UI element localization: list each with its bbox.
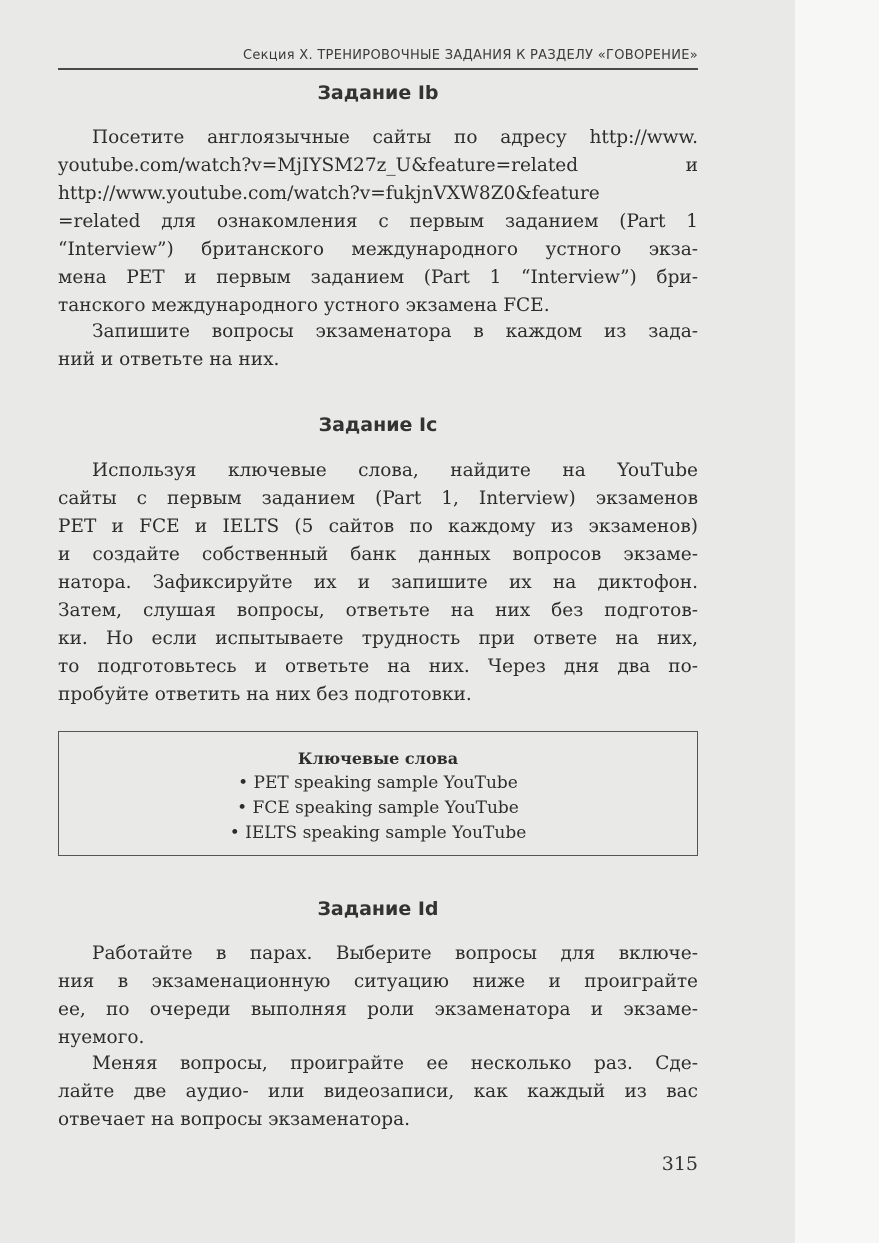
task-ib-paragraph-2: [58, 318, 698, 374]
page-edge: [795, 0, 879, 1243]
keyword-item: • FCE speaking sample YouTube: [237, 798, 519, 818]
text-line: ний и ответьте на них.: [58, 349, 280, 370]
task-id-paragraph-2: [58, 1050, 698, 1134]
keywords-box: [58, 731, 698, 856]
text-line: Меняя вопросы, проиграйте ее несколько раз. Сде-: [92, 1053, 698, 1074]
text-line: Запишите вопросы экзаменатора в каждом из зада-: [92, 321, 698, 342]
task-id-paragraph-1: [58, 940, 698, 1052]
keywords-title: Ключевые слова: [297, 749, 459, 768]
keyword-item: • IELTS speaking sample YouTube: [229, 823, 527, 843]
text-line: Работайте в парах. Выберите вопросы для включе-: [92, 943, 698, 964]
task-ic-title: Задание Ic: [318, 414, 438, 436]
text-line: ее, по очереди выполняя роли экзаменатора и экзаме-: [58, 999, 698, 1020]
running-header: Секция X. ТРЕНИРОВОЧНЫЕ ЗАДАНИЯ К РАЗДЕЛУ «ГОВОРЕНИЕ»: [58, 44, 698, 70]
text-line: ки. Но если испытываете трудность при ответе на них,: [58, 628, 698, 649]
text-line: youtube.com/watch?v=MjIYSM27z_U&feature=related и: [58, 155, 698, 176]
text-line: отвечает на вопросы экзаменатора.: [58, 1109, 410, 1130]
text-line: ния в экзаменационную ситуацию ниже и проиграйте: [58, 971, 698, 992]
text-line: танского международного устного экзамена FCE.: [58, 295, 550, 316]
text-line: Посетите англоязычные сайты по адресу http://www.: [92, 127, 698, 148]
text-line: PET и FCE и IELTS (5 сайтов по каждому из экзаменов): [58, 516, 698, 537]
task-ib-paragraph-1: [58, 124, 698, 320]
text-line: http://www.youtube.com/watch?v=fukjnVXW8Z0&feature: [58, 183, 600, 204]
task-ib-title: Задание Ib: [317, 82, 439, 104]
text-line: и создайте собственный банк данных вопросов экзаме-: [58, 544, 698, 565]
text-line: сайты с первым заданием (Part 1, Interview) экзаменов: [58, 488, 698, 509]
page-number: 315: [661, 1153, 698, 1175]
text-line: мена PET и первым заданием (Part 1 “Interview”) бри-: [58, 267, 698, 288]
text-line: лайте две аудио- или видеозаписи, как каждый из вас: [58, 1081, 698, 1102]
text-line: нуемого.: [58, 1027, 145, 1048]
task-id-title: Задание Id: [317, 898, 439, 920]
text-line: натора. Зафиксируйте их и запишите их на диктофон.: [58, 572, 698, 593]
keyword-item: • PET speaking sample YouTube: [238, 773, 518, 793]
text-line: =related для ознакомления с первым заданием (Part 1: [58, 211, 698, 232]
text-line: Используя ключевые слова, найдите на YouTube: [92, 460, 698, 481]
text-line: то подготовьтесь и ответьте на них. Через дня два по-: [58, 656, 698, 677]
text-line: пробуйте ответить на них без подготовки.: [58, 684, 472, 705]
task-ic-paragraph: [58, 457, 698, 709]
text-line: “Interview”) британского международного устного экза-: [58, 239, 698, 260]
text-line: Затем, слушая вопросы, ответьте на них без подготов-: [58, 600, 698, 621]
